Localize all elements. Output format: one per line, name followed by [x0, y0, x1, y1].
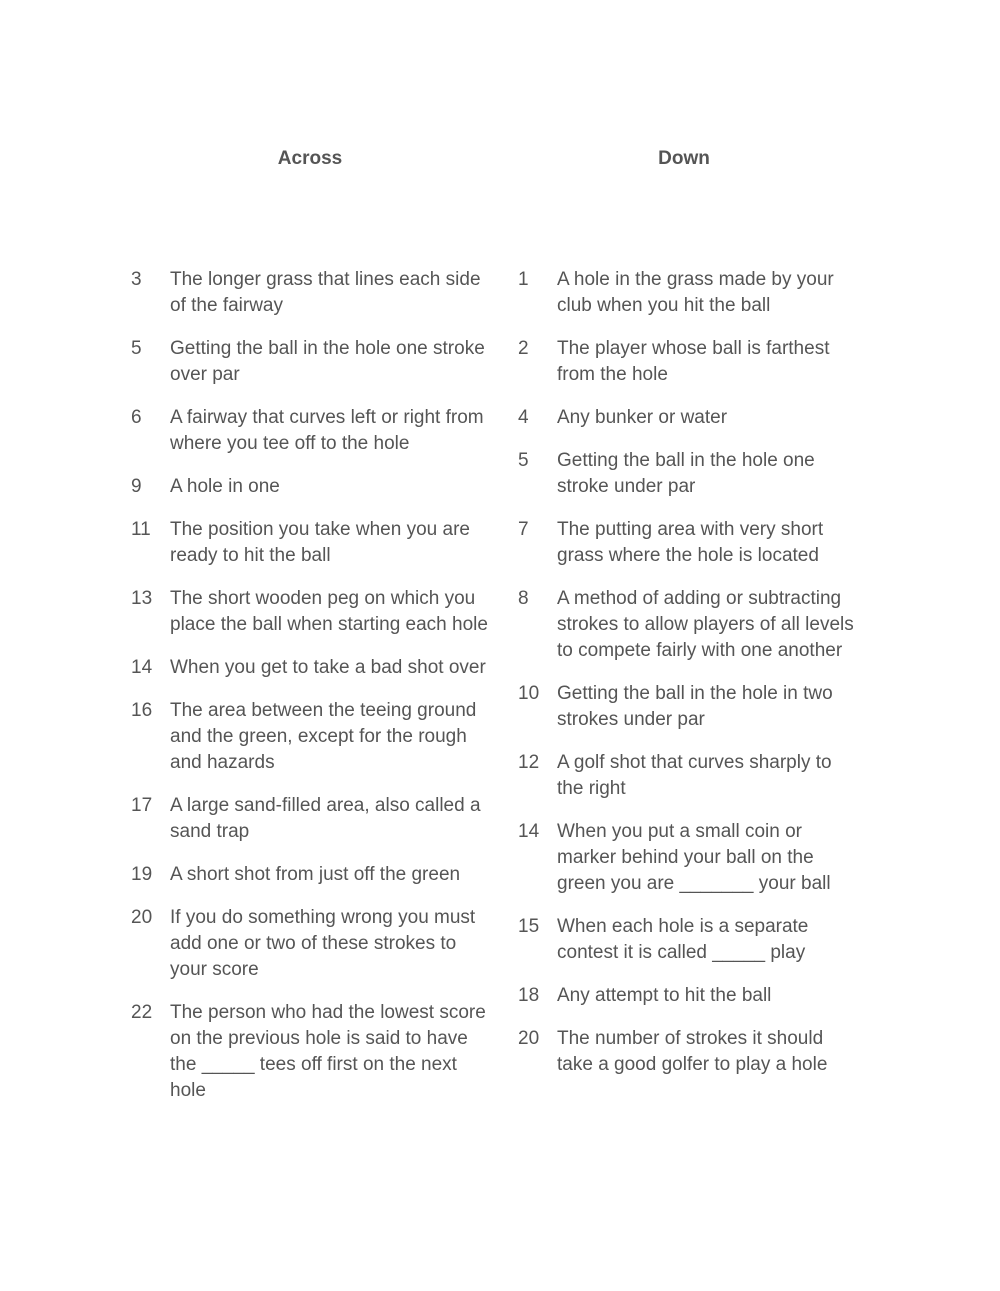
clue-number: 15 — [518, 916, 540, 937]
clue-number: 5 — [518, 450, 529, 471]
clue-number: 17 — [131, 795, 153, 816]
clue-number: 10 — [518, 683, 540, 704]
clue-text: If you do something wrong you must add one or two of these strokes to your score — [170, 907, 476, 980]
clue-number: 4 — [518, 407, 529, 428]
clue-text: The area between the teeing ground and the green, except for the rough and hazards — [170, 700, 477, 773]
clue-text: The short wooden peg on which you place the ball when starting each hole — [170, 588, 488, 635]
clue-number: 11 — [131, 519, 151, 540]
clue-text: The number of strokes it should take a good golfer to play a hole — [557, 1028, 828, 1075]
across-clue — [131, 267, 491, 319]
across-clue-list — [131, 267, 491, 1121]
down-clue — [518, 267, 863, 319]
clue-number: 5 — [131, 338, 142, 359]
clue-text: Any bunker or water — [557, 407, 728, 428]
clue-number: 22 — [131, 1002, 153, 1023]
clue-text: A large sand-filled area, also called a sand trap — [170, 795, 481, 842]
clue-number: 1 — [518, 269, 529, 290]
clue-number: 20 — [131, 907, 153, 928]
across-clue — [131, 905, 491, 983]
across-clue — [131, 586, 491, 638]
down-clue — [518, 750, 863, 802]
down-clue-list — [518, 267, 863, 1095]
clue-number: 14 — [518, 821, 540, 842]
across-heading: Across — [277, 148, 343, 169]
clue-number: 6 — [131, 407, 142, 428]
across-clue — [131, 862, 491, 888]
clue-text: A hole in the grass made by your club when you hit the ball — [557, 269, 834, 316]
clue-text: A hole in one — [170, 476, 280, 497]
clue-number: 8 — [518, 588, 529, 609]
down-clue — [518, 448, 863, 500]
clue-text: Getting the ball in the hole one stroke over par — [170, 338, 485, 385]
clue-text: The longer grass that lines each side of the fairway — [170, 269, 481, 316]
clue-text: A fairway that curves left or right from where you tee off to the hole — [170, 407, 484, 454]
clue-text: A method of adding or subtracting strokes to allow players of all levels to compete fairly with one another — [557, 588, 854, 661]
clue-number: 14 — [131, 657, 153, 678]
clue-number: 9 — [131, 476, 142, 497]
clue-text: Any attempt to hit the ball — [557, 985, 772, 1006]
clue-number: 7 — [518, 519, 529, 540]
clue-text: The position you take when you are ready to hit the ball — [170, 519, 470, 566]
clue-number: 20 — [518, 1028, 540, 1049]
across-clue — [131, 517, 491, 569]
down-clue — [518, 517, 863, 569]
clue-text: When each hole is a separate contest it is called _____ play — [557, 916, 809, 963]
down-clue — [518, 983, 863, 1009]
clue-number: 18 — [518, 985, 540, 1006]
clue-number: 12 — [518, 752, 540, 773]
clue-number: 13 — [131, 588, 153, 609]
down-clue — [518, 1026, 863, 1078]
clue-text: When you get to take a bad shot over — [170, 657, 486, 678]
clue-number: 16 — [131, 700, 153, 721]
across-clue — [131, 405, 491, 457]
across-clue — [131, 698, 491, 776]
clue-text: When you put a small coin or marker behind your ball on the green you are _______ your ball — [557, 821, 831, 894]
down-clue — [518, 405, 863, 431]
across-clue — [131, 336, 491, 388]
clue-text: The putting area with very short grass where the hole is located — [557, 519, 824, 566]
down-clue — [518, 914, 863, 966]
clue-text: Getting the ball in the hole one stroke under par — [557, 450, 815, 497]
down-heading: Down — [658, 148, 710, 169]
clue-text: The player whose ball is farthest from the hole — [557, 338, 830, 385]
across-clue — [131, 474, 491, 500]
across-clue — [131, 1000, 491, 1104]
clue-text: A golf shot that curves sharply to the right — [557, 752, 832, 799]
across-clue — [131, 655, 491, 681]
clue-number: 19 — [131, 864, 153, 885]
across-clue — [131, 793, 491, 845]
clue-number: 2 — [518, 338, 529, 359]
down-clue — [518, 586, 863, 664]
down-clue — [518, 681, 863, 733]
clue-text: Getting the ball in the hole in two strokes under par — [557, 683, 833, 730]
clue-number: 3 — [131, 269, 142, 290]
clue-text: A short shot from just off the green — [170, 864, 461, 885]
clue-text: The person who had the lowest score on the previous hole is said to have the _____ tees off first on the next hole — [170, 1002, 486, 1101]
down-clue — [518, 336, 863, 388]
down-clue — [518, 819, 863, 897]
